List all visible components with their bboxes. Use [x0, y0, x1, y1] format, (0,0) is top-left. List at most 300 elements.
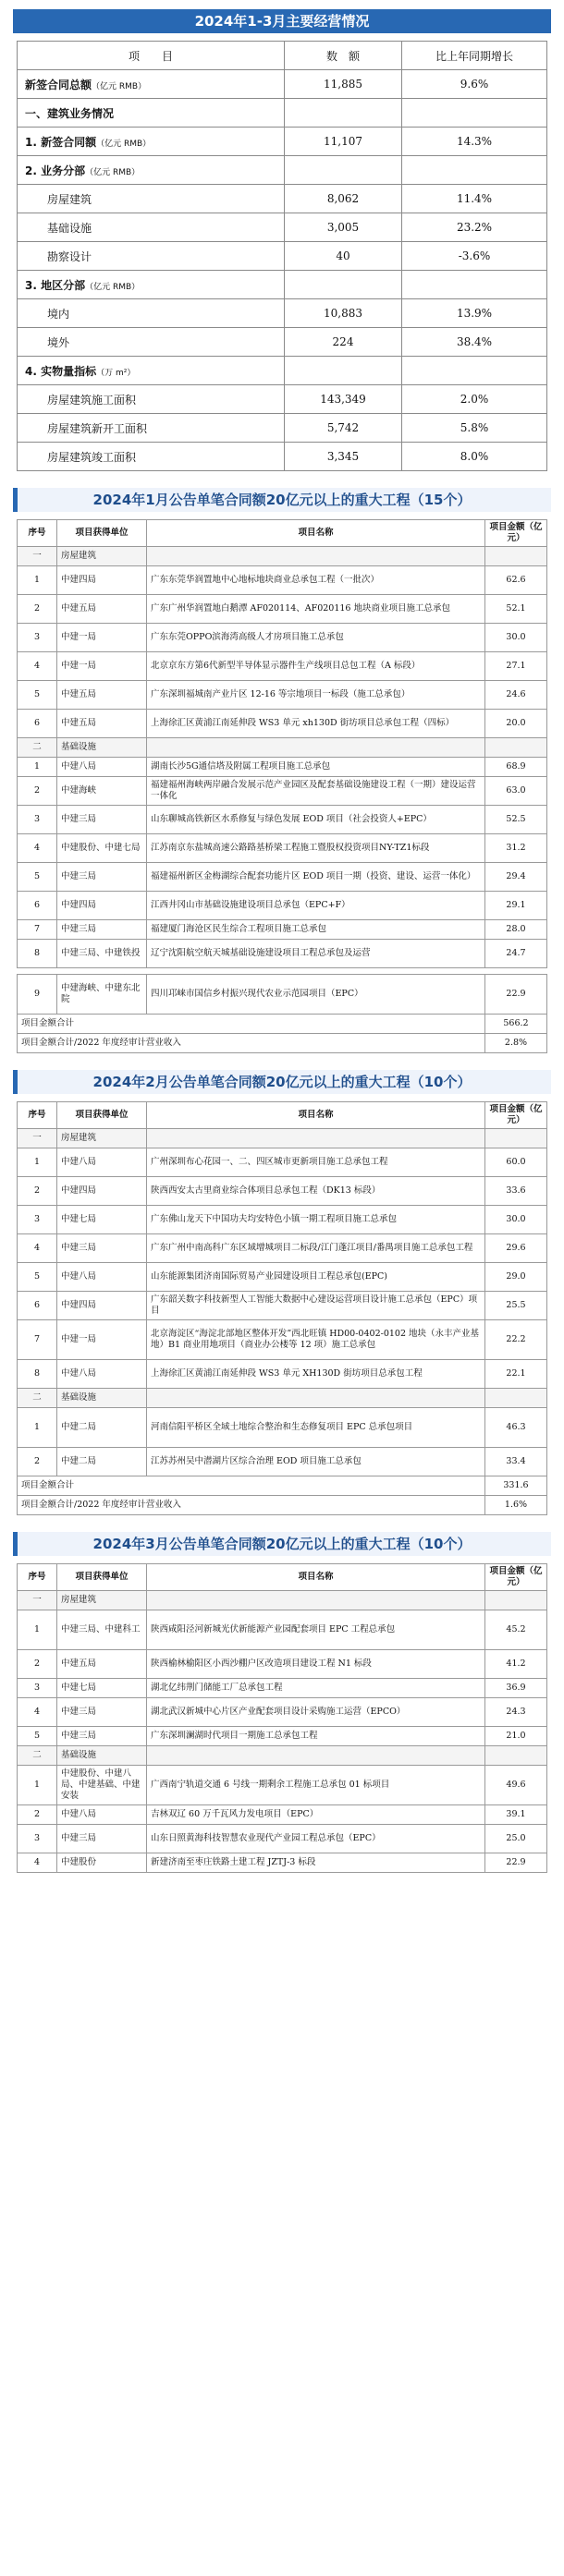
table-row — [18, 624, 547, 652]
summary-item-unit: （亿元 RMB） — [85, 282, 141, 292]
row-project-name: 辽宁沈阳航空航天城基础设施建设项目工程总承包及运营 — [147, 940, 485, 968]
row-project-name: 广西南宁轨道交通 6 号线一期剩余工程施工总承包 01 标项目 — [147, 1766, 485, 1805]
row-amount: 63.0 — [485, 777, 547, 806]
row-project-name — [147, 1129, 485, 1148]
table-row — [18, 1825, 547, 1853]
row-no: 1 — [18, 1610, 57, 1650]
row-project-name: 山东日照黄海科技智慧农业现代产业园工程总承包（EPC） — [147, 1825, 485, 1853]
row-amount — [485, 547, 547, 566]
table-row — [18, 863, 547, 892]
summary-value — [285, 357, 402, 385]
table-row — [18, 1263, 547, 1292]
row-unit: 中建一局 — [57, 1320, 147, 1360]
row-amount: 52.1 — [485, 595, 547, 624]
header-project: 项目名称 — [147, 520, 485, 547]
row-project-name — [147, 1746, 485, 1766]
category-row — [18, 547, 547, 566]
summary-row — [18, 185, 547, 213]
table-row — [18, 975, 547, 1015]
table-row — [18, 777, 547, 806]
summary-item-cell — [18, 414, 285, 443]
row-no: 2 — [18, 1805, 57, 1825]
row-amount: 29.4 — [485, 863, 547, 892]
row-unit: 中建二局 — [57, 1408, 147, 1448]
summary-change: 9.6% — [402, 70, 547, 99]
table-row — [18, 920, 547, 940]
row-unit: 中建三局、中建科工 — [57, 1610, 147, 1650]
row-amount: 29.1 — [485, 892, 547, 920]
row-amount — [485, 1591, 547, 1610]
ratio-value: 2.8% — [485, 1034, 547, 1053]
row-amount: 25.0 — [485, 1825, 547, 1853]
summary-item-cell — [18, 128, 285, 156]
summary-value: 8,062 — [285, 185, 402, 213]
row-project-name: 湖南长沙5G通信塔及附属工程项目施工总承包 — [147, 758, 485, 777]
row-no: 3 — [18, 1825, 57, 1853]
row-project-name: 新建济南至枣庄铁路土建工程 JZTJ-3 标段 — [147, 1853, 485, 1873]
row-unit: 中建海峡、中建东北院 — [57, 975, 147, 1015]
summary-item-cell — [18, 185, 285, 213]
row-project-name: 广州深圳布心花园一、二、四区城市更新项目施工总承包工程 — [147, 1148, 485, 1177]
row-no: 一 — [18, 547, 57, 566]
row-amount: 20.0 — [485, 710, 547, 738]
row-unit: 中建三局 — [57, 863, 147, 892]
row-no: 1 — [18, 1148, 57, 1177]
operating-summary-table — [17, 41, 547, 471]
section1-title: 2024年1-3月主要经营情况 — [194, 13, 370, 30]
table-row — [18, 834, 547, 863]
row-amount: 29.6 — [485, 1234, 547, 1263]
row-amount: 33.6 — [485, 1177, 547, 1206]
table-row — [18, 892, 547, 920]
row-no: 7 — [18, 1320, 57, 1360]
summary-change: -3.6% — [402, 242, 547, 271]
row-no: 6 — [18, 1292, 57, 1320]
row-project-name: 广东深圳福城南产业片区 12-16 等宗地项目一标段（施工总承包） — [147, 681, 485, 710]
summary-row — [18, 128, 547, 156]
row-project-name — [147, 547, 485, 566]
row-no: 4 — [18, 1853, 57, 1873]
summary-value — [285, 99, 402, 128]
row-project-name: 陕西榆林榆阳区小西沙棚户区改造项目建设工程 N1 标段 — [147, 1650, 485, 1679]
row-project-name: 广东东莞华润置地中心地标地块商业总承包工程（一批次） — [147, 566, 485, 595]
table-header-row — [18, 520, 547, 547]
row-project-name: 四川邛崃市国信乡村振兴现代农业示范园项目（EPC） — [147, 975, 485, 1015]
section1-title-banner — [13, 9, 551, 33]
summary-row — [18, 70, 547, 99]
row-project-name: 江西井冈山市基础设施建设项目总承包（EPC+F） — [147, 892, 485, 920]
summary-change: 5.8% — [402, 414, 547, 443]
total-label: 项目金额合计 — [18, 1476, 485, 1496]
summary-value — [285, 271, 402, 299]
summary-item-name: 2. 业务分部 — [25, 164, 86, 177]
summary-change — [402, 271, 547, 299]
row-project-name: 湖北武汉新城中心片区产业配套项目设计采购施工运营（EPCO） — [147, 1698, 485, 1727]
row-unit: 房屋建筑 — [57, 1129, 147, 1148]
summary-row — [18, 242, 547, 271]
row-no: 1 — [18, 566, 57, 595]
table-row — [18, 1698, 547, 1727]
summary-change: 13.9% — [402, 299, 547, 328]
summary-item-name: 4. 实物量指标 — [25, 364, 97, 378]
row-no: 一 — [18, 1129, 57, 1148]
summary-item-cell — [18, 271, 285, 299]
row-unit: 基础设施 — [57, 1746, 147, 1766]
row-unit: 中建三局 — [57, 1825, 147, 1853]
summary-value: 3,345 — [285, 443, 402, 471]
row-no: 3 — [18, 1679, 57, 1698]
row-project-name: 上海徐汇区黄浦江南延伸段 WS3 单元 xh130D 街坊项目总承包工程（四标） — [147, 710, 485, 738]
row-unit: 中建八局 — [57, 1360, 147, 1389]
row-project-name: 广东广州华润置地白鹅潭 AF020114、AF020116 地块商业项目施工总承包 — [147, 595, 485, 624]
summary-item-name: 境外 — [47, 335, 70, 349]
row-unit: 中建四局 — [57, 892, 147, 920]
category-row — [18, 738, 547, 758]
table-header-row — [18, 42, 547, 70]
row-project-name: 北京海淀区“海淀北部地区整体开发”西北旺镇 HD00-0402-0102 地块（永丰产业基地）B1 商业用地项目（商业办公楼等 12 项）施工总承包 — [147, 1320, 485, 1360]
row-project-name: 福建福州新区金梅湖综合配套功能片区 EOD 项目一期（投资、建设、运营一体化） — [147, 863, 485, 892]
table-row — [18, 1727, 547, 1746]
summary-item-name: 勘察设计 — [47, 249, 92, 263]
ratio-value: 1.6% — [485, 1496, 547, 1515]
row-amount: 36.9 — [485, 1679, 547, 1698]
row-amount: 33.4 — [485, 1448, 547, 1476]
summary-item-name: 房屋建筑 — [47, 192, 92, 206]
summary-item-name: 房屋建筑新开工面积 — [47, 421, 148, 435]
row-no: 二 — [18, 738, 57, 758]
summary-row — [18, 299, 547, 328]
category-row — [18, 1746, 547, 1766]
row-project-name: 江苏南京东盐城高速公路路基桥梁工程施工暨股权投资项目NY-TZ1标段 — [147, 834, 485, 863]
row-unit: 中建四局 — [57, 1177, 147, 1206]
category-row — [18, 1389, 547, 1408]
summary-row — [18, 213, 547, 242]
row-no: 2 — [18, 777, 57, 806]
table-row — [18, 940, 547, 968]
table-header-row — [18, 1564, 547, 1591]
summary-value: 11,885 — [285, 70, 402, 99]
row-no: 一 — [18, 1591, 57, 1610]
table-row — [18, 1853, 547, 1873]
header-unit: 项目获得单位 — [57, 520, 147, 547]
summary-item-name: 1. 新签合同额 — [25, 135, 97, 149]
summary-item-cell — [18, 357, 285, 385]
total-label: 项目金额合计 — [18, 1015, 485, 1034]
row-amount: 49.6 — [485, 1766, 547, 1805]
summary-item-name: 3. 地区分部 — [25, 278, 86, 292]
row-no: 3 — [18, 1206, 57, 1234]
header-amount: 项目金额（亿元） — [485, 520, 547, 547]
row-unit: 基础设施 — [57, 738, 147, 758]
row-amount: 29.0 — [485, 1263, 547, 1292]
summary-item-unit: （万 m²） — [96, 368, 136, 378]
summary-item-unit: （亿元 RMB） — [85, 167, 141, 177]
summary-item-cell — [18, 299, 285, 328]
row-no: 2 — [18, 595, 57, 624]
row-project-name — [147, 1591, 485, 1610]
table-row — [18, 1766, 547, 1805]
summary-item-cell — [18, 328, 285, 357]
row-unit: 房屋建筑 — [57, 547, 147, 566]
jan-title-banner — [13, 488, 551, 512]
header-unit: 项目获得单位 — [57, 1102, 147, 1129]
summary-change: 14.3% — [402, 128, 547, 156]
row-no: 2 — [18, 1650, 57, 1679]
row-project-name: 北京京东方第6代新型半导体显示器件生产线项目总包工程（A 标段） — [147, 652, 485, 681]
mar-title: 2024年3月公告单笔合同额20亿元以上的重大工程（10个） — [92, 1536, 472, 1552]
summary-value: 11,107 — [285, 128, 402, 156]
table-row — [18, 1206, 547, 1234]
table-row — [18, 1234, 547, 1263]
summary-item-cell — [18, 443, 285, 471]
header-value: 数 额 — [285, 42, 402, 70]
summary-value: 224 — [285, 328, 402, 357]
row-project-name: 山东聊城高铁新区水系修复与绿色发展 EOD 项目（社会投资人+EPC） — [147, 806, 485, 834]
summary-row — [18, 99, 547, 128]
row-unit: 中建三局 — [57, 1727, 147, 1746]
ratio-label: 项目金额合计/2022 年度经审计营业收入 — [18, 1496, 485, 1515]
row-no: 4 — [18, 1698, 57, 1727]
table-row — [18, 968, 547, 975]
banner-accent-mark — [13, 488, 18, 512]
row-unit: 中建海峡 — [57, 777, 147, 806]
row-unit: 中建五局 — [57, 710, 147, 738]
table-row — [18, 1320, 547, 1360]
row-project-name: 陕西西安太古里商业综合体项目总承包工程（DK13 标段） — [147, 1177, 485, 1206]
row-unit: 中建一局 — [57, 624, 147, 652]
row-amount: 68.9 — [485, 758, 547, 777]
jan-title: 2024年1月公告单笔合同额20亿元以上的重大工程（15个） — [92, 492, 472, 508]
summary-change: 11.4% — [402, 185, 547, 213]
row-unit: 中建八局 — [57, 1805, 147, 1825]
row-no: 3 — [18, 624, 57, 652]
row-no: 二 — [18, 1389, 57, 1408]
row-amount: 22.1 — [485, 1360, 547, 1389]
summary-row — [18, 328, 547, 357]
row-no: 2 — [18, 1177, 57, 1206]
row-project-name: 广东佛山龙天下中国功夫均安特色小镇一期工程项目施工总承包 — [147, 1206, 485, 1234]
ratio-row — [18, 1034, 547, 1053]
summary-change: 23.2% — [402, 213, 547, 242]
row-amount: 24.3 — [485, 1698, 547, 1727]
row-no: 5 — [18, 1727, 57, 1746]
row-no: 7 — [18, 920, 57, 940]
table-row — [18, 1292, 547, 1320]
row-project-name: 陕西咸阳泾河新城光伏新能源产业园配套项目 EPC 工程总承包 — [147, 1610, 485, 1650]
row-no: 5 — [18, 681, 57, 710]
row-no: 1 — [18, 1408, 57, 1448]
row-no: 8 — [18, 940, 57, 968]
table-row — [18, 710, 547, 738]
summary-row — [18, 385, 547, 414]
row-project-name — [147, 1389, 485, 1408]
table-row — [18, 595, 547, 624]
header-no: 序号 — [18, 1564, 57, 1591]
total-value: 566.2 — [485, 1015, 547, 1034]
table-row — [18, 652, 547, 681]
row-no: 5 — [18, 863, 57, 892]
row-spacer — [18, 968, 547, 975]
summary-value — [285, 156, 402, 185]
row-amount: 62.6 — [485, 566, 547, 595]
row-no: 6 — [18, 892, 57, 920]
row-no: 1 — [18, 1766, 57, 1805]
row-unit: 中建四局 — [57, 566, 147, 595]
row-unit: 中建股份、中建七局 — [57, 834, 147, 863]
header-project: 项目名称 — [147, 1102, 485, 1129]
summary-item-name: 一、建筑业务情况 — [25, 106, 115, 120]
table-row — [18, 806, 547, 834]
table-row — [18, 1679, 547, 1698]
table-header-row — [18, 1102, 547, 1129]
header-unit: 项目获得单位 — [57, 1564, 147, 1591]
row-no: 4 — [18, 652, 57, 681]
total-row — [18, 1476, 547, 1496]
row-no: 5 — [18, 1263, 57, 1292]
row-amount — [485, 1129, 547, 1148]
row-unit: 中建三局、中建铁投 — [57, 940, 147, 968]
row-no: 4 — [18, 1234, 57, 1263]
summary-change — [402, 357, 547, 385]
row-amount: 27.1 — [485, 652, 547, 681]
row-amount: 60.0 — [485, 1148, 547, 1177]
row-amount: 22.9 — [485, 975, 547, 1015]
table-row — [18, 1805, 547, 1825]
summary-item-cell — [18, 242, 285, 271]
row-no: 8 — [18, 1360, 57, 1389]
mar-projects-table — [17, 1563, 547, 1873]
summary-value: 3,005 — [285, 213, 402, 242]
row-unit: 中建七局 — [57, 1679, 147, 1698]
row-unit: 中建一局 — [57, 652, 147, 681]
header-amount: 项目金额（亿元） — [485, 1102, 547, 1129]
mar-title-banner — [13, 1532, 551, 1556]
row-unit: 中建五局 — [57, 681, 147, 710]
feb-title: 2024年2月公告单笔合同额20亿元以上的重大工程（10个） — [92, 1074, 472, 1090]
table-row — [18, 1448, 547, 1476]
row-amount: 24.7 — [485, 940, 547, 968]
header-item: 项 目 — [18, 42, 285, 70]
row-unit: 房屋建筑 — [57, 1591, 147, 1610]
ratio-row — [18, 1496, 547, 1515]
summary-item-unit: （亿元 RMB） — [96, 139, 152, 149]
summary-item-cell — [18, 213, 285, 242]
row-unit: 中建股份、中建八局、中建基础、中建安装 — [57, 1766, 147, 1805]
summary-change: 38.4% — [402, 328, 547, 357]
table-row — [18, 1360, 547, 1389]
row-project-name: 广东东莞OPPO滨海湾高级人才房项目施工总承包 — [147, 624, 485, 652]
category-row — [18, 1129, 547, 1148]
row-amount: 46.3 — [485, 1408, 547, 1448]
row-amount: 30.0 — [485, 1206, 547, 1234]
header-project: 项目名称 — [147, 1564, 485, 1591]
row-amount: 21.0 — [485, 1727, 547, 1746]
row-unit: 中建二局 — [57, 1448, 147, 1476]
summary-row — [18, 443, 547, 471]
row-no: 3 — [18, 806, 57, 834]
summary-change: 8.0% — [402, 443, 547, 471]
row-unit: 中建八局 — [57, 1148, 147, 1177]
report-page — [0, 9, 564, 1873]
feb-projects-table — [17, 1101, 547, 1515]
row-amount: 22.2 — [485, 1320, 547, 1360]
row-no: 1 — [18, 758, 57, 777]
row-project-name: 广东深圳澜湖时代项目一期施工总承包工程 — [147, 1727, 485, 1746]
summary-value: 10,883 — [285, 299, 402, 328]
total-row — [18, 1015, 547, 1034]
table-row — [18, 1650, 547, 1679]
row-amount: 24.6 — [485, 681, 547, 710]
header-amount: 项目金额（亿元） — [485, 1564, 547, 1591]
summary-item-name: 基础设施 — [47, 221, 92, 235]
row-no: 6 — [18, 710, 57, 738]
row-project-name: 吉林双辽 60 万千瓦风力发电项目（EPC） — [147, 1805, 485, 1825]
row-project-name: 福建福州海峡两岸融合发展示范产业园区及配套基础设施建设工程（一期）建设运营一体化 — [147, 777, 485, 806]
row-amount: 41.2 — [485, 1650, 547, 1679]
summary-row — [18, 271, 547, 299]
row-unit: 基础设施 — [57, 1389, 147, 1408]
summary-item-cell — [18, 156, 285, 185]
row-project-name: 上海徐汇区黄浦江南延伸段 WS3 单元 XH130D 街坊项目总承包工程 — [147, 1360, 485, 1389]
header-no: 序号 — [18, 1102, 57, 1129]
row-amount: 31.2 — [485, 834, 547, 863]
row-no: 4 — [18, 834, 57, 863]
summary-change — [402, 156, 547, 185]
row-amount: 45.2 — [485, 1610, 547, 1650]
header-change: 比上年同期增长 — [402, 42, 547, 70]
summary-value: 143,349 — [285, 385, 402, 414]
row-unit: 中建五局 — [57, 1650, 147, 1679]
row-amount: 39.1 — [485, 1805, 547, 1825]
summary-item-name: 新签合同总额 — [25, 78, 92, 91]
row-project-name: 山东能源集团济南国际贸易产业园建设项目工程总承包(EPC) — [147, 1263, 485, 1292]
table-row — [18, 1610, 547, 1650]
summary-item-cell — [18, 70, 285, 99]
table-row — [18, 1408, 547, 1448]
jan-projects-table — [17, 519, 547, 1053]
row-unit: 中建三局 — [57, 1698, 147, 1727]
summary-change — [402, 99, 547, 128]
row-amount — [485, 1389, 547, 1408]
row-project-name: 广东广州中南高科广东区域增城项目二标段/江门蓬江项目/番禺项目施工总承包工程 — [147, 1234, 485, 1263]
summary-item-name: 房屋建筑竣工面积 — [47, 450, 137, 464]
table-row — [18, 1148, 547, 1177]
summary-item-name: 房屋建筑施工面积 — [47, 393, 137, 407]
row-amount: 25.5 — [485, 1292, 547, 1320]
ratio-label: 项目金额合计/2022 年度经审计营业收入 — [18, 1034, 485, 1053]
row-project-name: 广东韶关数字科技新型人工智能大数据中心建设运营项目设计施工总承包（EPC）项目 — [147, 1292, 485, 1320]
summary-item-unit: （亿元 RMB） — [92, 81, 147, 91]
table-row — [18, 1177, 547, 1206]
row-amount: 28.0 — [485, 920, 547, 940]
row-project-name: 湖北亿纬荆门储能工厂总承包工程 — [147, 1679, 485, 1698]
summary-item-name: 境内 — [47, 307, 70, 321]
summary-row — [18, 414, 547, 443]
summary-item-cell — [18, 385, 285, 414]
row-project-name: 河南信阳平桥区全域土地综合整治和生态修复项目 EPC 总承包项目 — [147, 1408, 485, 1448]
row-project-name — [147, 738, 485, 758]
category-row — [18, 1591, 547, 1610]
row-unit: 中建股份 — [57, 1853, 147, 1873]
row-unit: 中建五局 — [57, 595, 147, 624]
row-no: 2 — [18, 1448, 57, 1476]
row-amount: 22.9 — [485, 1853, 547, 1873]
summary-value: 5,742 — [285, 414, 402, 443]
row-unit: 中建三局 — [57, 1234, 147, 1263]
header-no: 序号 — [18, 520, 57, 547]
row-amount — [485, 738, 547, 758]
row-unit: 中建八局 — [57, 758, 147, 777]
